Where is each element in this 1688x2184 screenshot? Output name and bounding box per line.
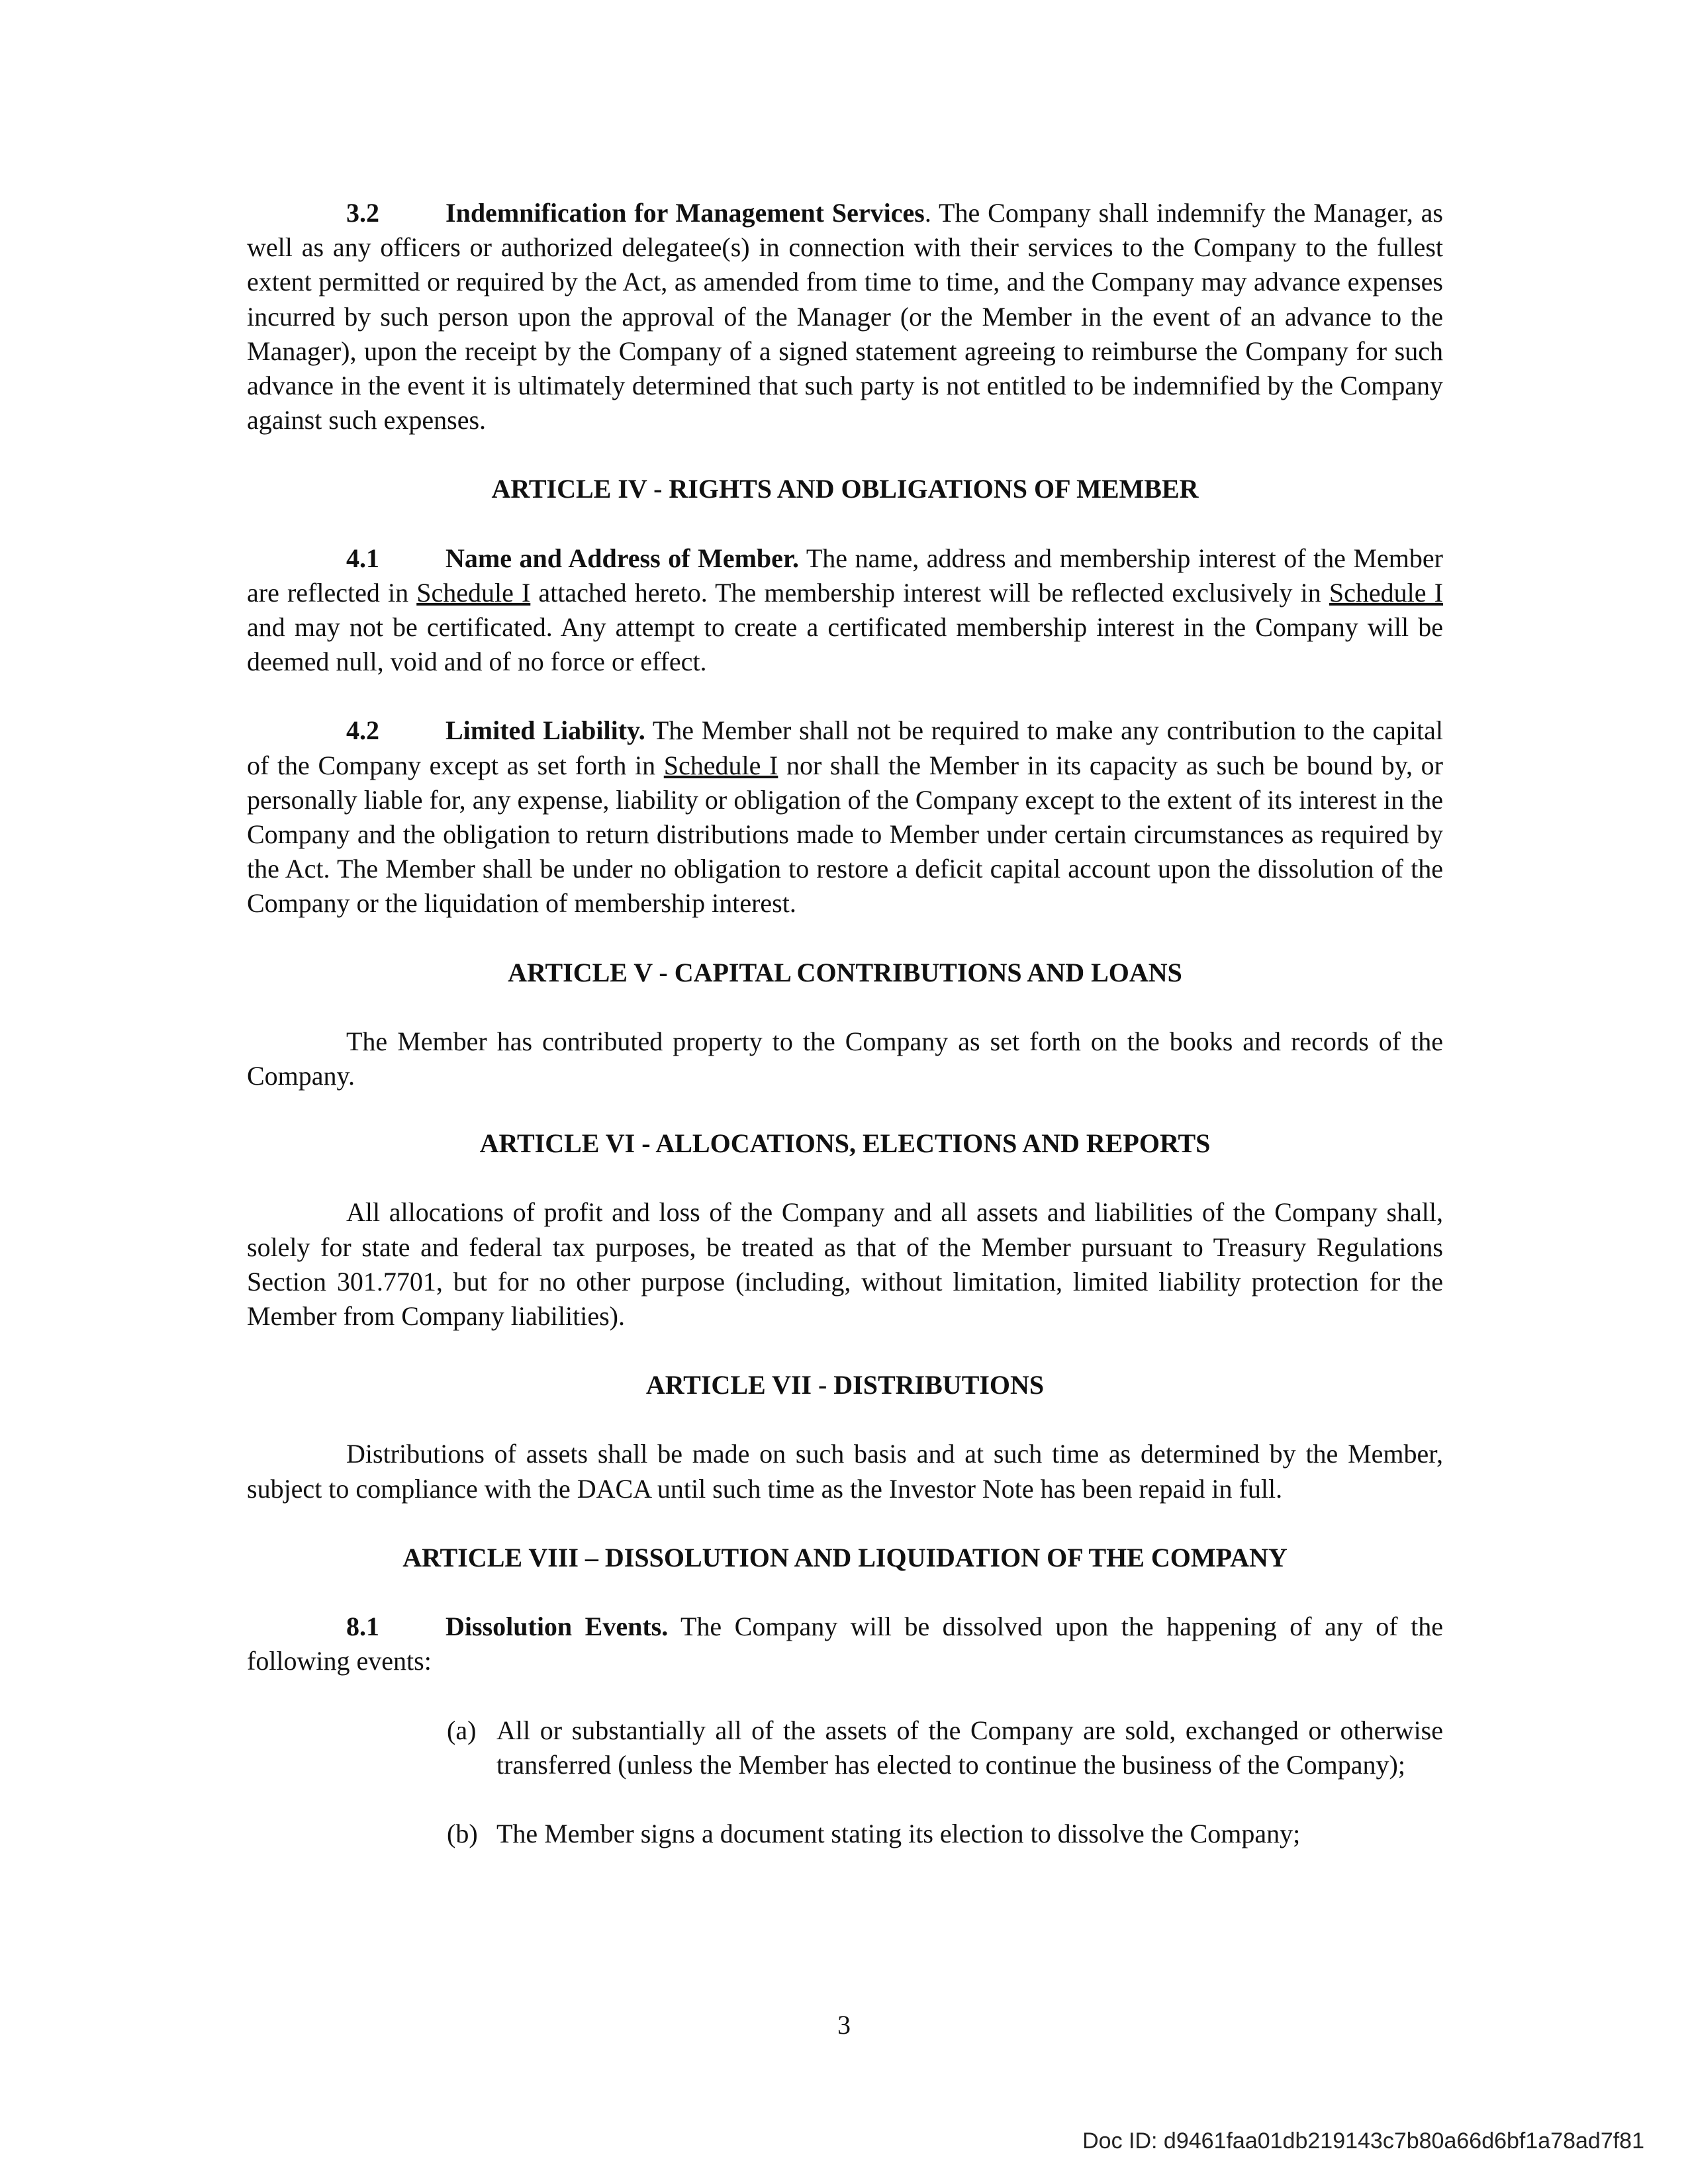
article-vi-paragraph: All allocations of profit and loss of the Company and all assets and liabilities of the Company shall, solely for state and federal tax purposes, be treated as that of the Member pursuant to Treasury Regulations Section 301.7701, but for no other purpose (including, without limitation, limited liability protection for the Member from Company liabilities). xyxy=(247,1197,1443,1332)
section-number: 4.2 xyxy=(346,715,379,746)
page-number: 3 xyxy=(837,2010,851,2040)
list-item xyxy=(447,1713,1443,1782)
dissolution-events-list xyxy=(447,1713,1443,1852)
section-text: nor shall the Member in its capacity as such be bound by, or personally liable for, any expense, liability or obligation of the Company except to the extent of its interest in the Company and the obligation to return distributions made to Member under certain circumstances as required by the Act. The Member shall be under no obligation to restore a deficit capital account upon the dissolution of the Company or the liquidation of membership interest. xyxy=(247,750,1443,919)
section-number: 4.1 xyxy=(346,543,379,573)
section-number: 3.2 xyxy=(346,198,379,228)
list-item-text: All or substantially all of the assets of the Company are sold, exchanged or otherwise transferred (unless the Member has elected to continue the business of the Company); xyxy=(496,1715,1443,1780)
section-8-1-paragraph xyxy=(247,1610,1443,1678)
section-4-2-paragraph xyxy=(247,713,1443,921)
section-3-2-paragraph xyxy=(247,196,1443,437)
schedule-i-reference: Schedule I xyxy=(1329,577,1443,608)
article-vii-paragraph: Distributions of assets shall be made on such basis and at such time as determined by the Member, subject to compliance with the DACA until such time as the Investor Note has been repaid in full. xyxy=(247,1439,1443,1504)
article-vii-heading: ARTICLE VII - DISTRIBUTIONS xyxy=(645,1370,1045,1400)
article-iv-heading: ARTICLE IV - RIGHTS AND OBLIGATIONS OF MEMBER xyxy=(491,474,1199,504)
section-text: . The Company shall indemnify the Manager, as well as any officers or authorized delegatee(s) in connection with their services to the Company to the fullest extent permitted or required by the Act, as amended from time to time, and the Company may advance expenses incurred by such person upon the approval of the Manager (or the Member in the event of an advance to the Manager), upon the receipt by the Company of a signed statement agreeing to reimburse the Company for such advance in the event it is ultimately determined that such party is not entitled to be indemnified by the Company against such expenses. xyxy=(247,198,1443,435)
section-title: Limited Liability. xyxy=(445,715,645,746)
list-item xyxy=(447,1817,1443,1851)
schedule-i-reference: Schedule I xyxy=(663,750,778,780)
section-text: The Company will be dissolved upon the happening of any of the following events: xyxy=(247,1612,1443,1676)
list-item-label: (b) xyxy=(447,1818,478,1848)
section-text: The name, address and membership interest of the Member are reflected in xyxy=(247,543,1443,608)
list-item-text: The Member signs a document stating its election to dissolve the Company; xyxy=(496,1818,1301,1848)
section-text: and may not be certificated. Any attempt to create a certificated membership interest in the Company will be deemed null, void and of no force or effect. xyxy=(247,612,1443,677)
section-title: Name and Address of Member. xyxy=(445,543,800,573)
article-v-paragraph: The Member has contributed property to the Company as set forth on the books and records of the Company. xyxy=(247,1026,1443,1091)
section-text: The Member shall not be required to make any contribution to the capital of the Company except as set forth in xyxy=(247,715,1443,780)
page-content xyxy=(247,196,1443,1851)
section-text: attached hereto. The membership interest will be reflected exclusively in xyxy=(530,577,1329,608)
doc-id: Doc ID: d9461faa01db219143c7b80a66d6bf1a78ad7f81 xyxy=(1082,2128,1644,2154)
section-title: Indemnification for Management Services xyxy=(445,198,925,228)
list-item-label: (a) xyxy=(447,1715,477,1745)
article-viii-heading: ARTICLE VIII – DISSOLUTION AND LIQUIDATION OF THE COMPANY xyxy=(402,1542,1288,1572)
section-4-1-paragraph xyxy=(247,541,1443,680)
article-v-heading: ARTICLE V - CAPITAL CONTRIBUTIONS AND LOANS xyxy=(508,957,1182,987)
article-vi-heading: ARTICLE VI - ALLOCATIONS, ELECTIONS AND REPORTS xyxy=(479,1128,1211,1159)
schedule-i-reference: Schedule I xyxy=(416,577,531,608)
section-title: Dissolution Events. xyxy=(445,1612,669,1642)
section-number: 8.1 xyxy=(346,1612,379,1642)
